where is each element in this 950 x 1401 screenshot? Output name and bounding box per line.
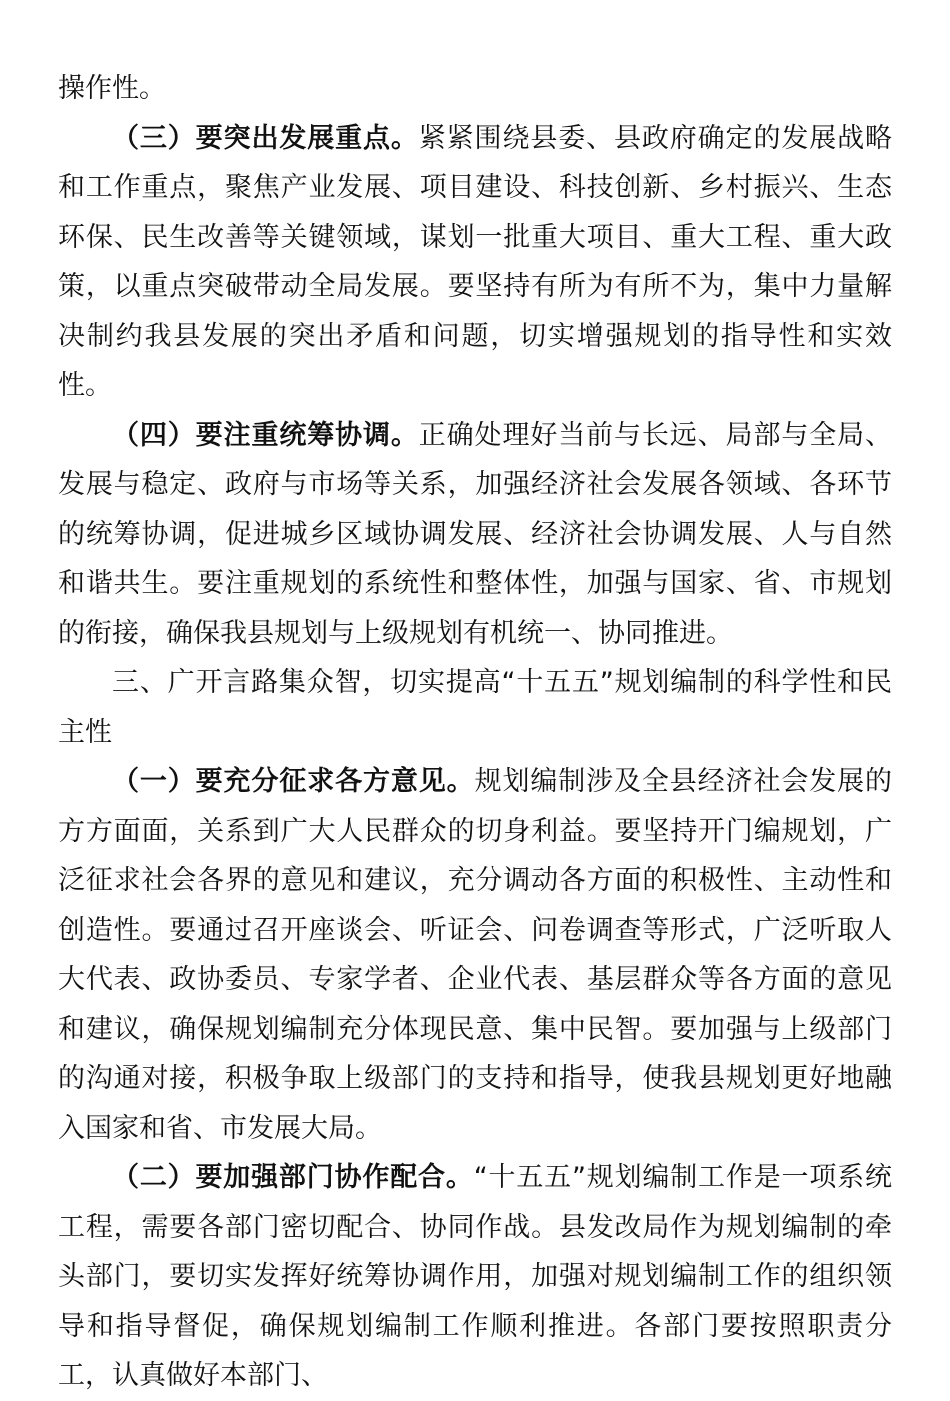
paragraph-section-3 — [58, 114, 892, 411]
paragraph-heading: （三）要突出发展重点。 — [112, 122, 419, 154]
paragraph-body: 操作性。 — [58, 73, 166, 104]
paragraph-body: 正确处理好当前与长远、局部与全局、发展与稳定、政府与市场等关系，加强经济社会发展各领域、各环节的统筹协调，促进城乡区域协调发展、经济社会协调发展、人与自然和谐共生。要注重规划的系统性和整体性，加强与国家、省、市规划的衔接，确保我县规划与上级规划有机统一、协同推进。 — [58, 419, 893, 649]
document-page — [58, 64, 892, 1401]
paragraph-body: 紧紧围绕县委、县政府确定的发展战略和工作重点，聚焦产业发展、项目建设、科技创新、乡村振兴、生态环保、民生改善等关键领域，谋划一批重大项目、重大工程、重大政策，以重点突破带动全局发展。要坚持有所为有所不为，集中力量解决制约我县发展的突出矛盾和问题，切实增强规划的指导性和实效性。 — [58, 122, 893, 401]
chapter-heading-3 — [58, 658, 892, 757]
paragraph-body: “十五五”规划编制工作是一项系统工程，需要各部门密切配合、协同作战。县发改局作为规划编制的牵头部门，要切实发挥好统筹协调作用，加强对规划编制工作的组织领导和指导督促，确保规划编制工作顺利推进。各部门要按照职责分工，认真做好本部门、 — [58, 1162, 892, 1391]
paragraph-heading: （一）要充分征求各方意见。 — [112, 766, 475, 797]
paragraph-heading: （四）要注重统筹协调。 — [112, 419, 419, 451]
paragraph-heading: （二）要加强部门协作配合。 — [112, 1162, 474, 1193]
paragraph-continuation — [58, 64, 892, 114]
paragraph-section-4 — [58, 411, 892, 659]
paragraph-body: 规划编制涉及全县经济社会发展的方方面面，关系到广大人民群众的切身利益。要坚持开门编规划，广泛征求社会各界的意见和建议，充分调动各方面的积极性、主动性和创造性。要通过召开座谈会、听证会、问卷调查等形式，广泛听取人大代表、政协委员、专家学者、企业代表、基层群众等各方面的意见和建议，确保规划编制充分体现民意、集中民智。要加强与上级部门的沟通对接，积极争取上级部门的支持和指导，使我县规划更好地融入国家和省、市发展大局。 — [58, 766, 893, 1144]
paragraph-section-2 — [58, 1153, 892, 1401]
paragraph-section-1 — [58, 757, 892, 1153]
chapter-title: 三、广开言路集众智，切实提高“十五五”规划编制的科学性和民主性 — [58, 667, 892, 748]
